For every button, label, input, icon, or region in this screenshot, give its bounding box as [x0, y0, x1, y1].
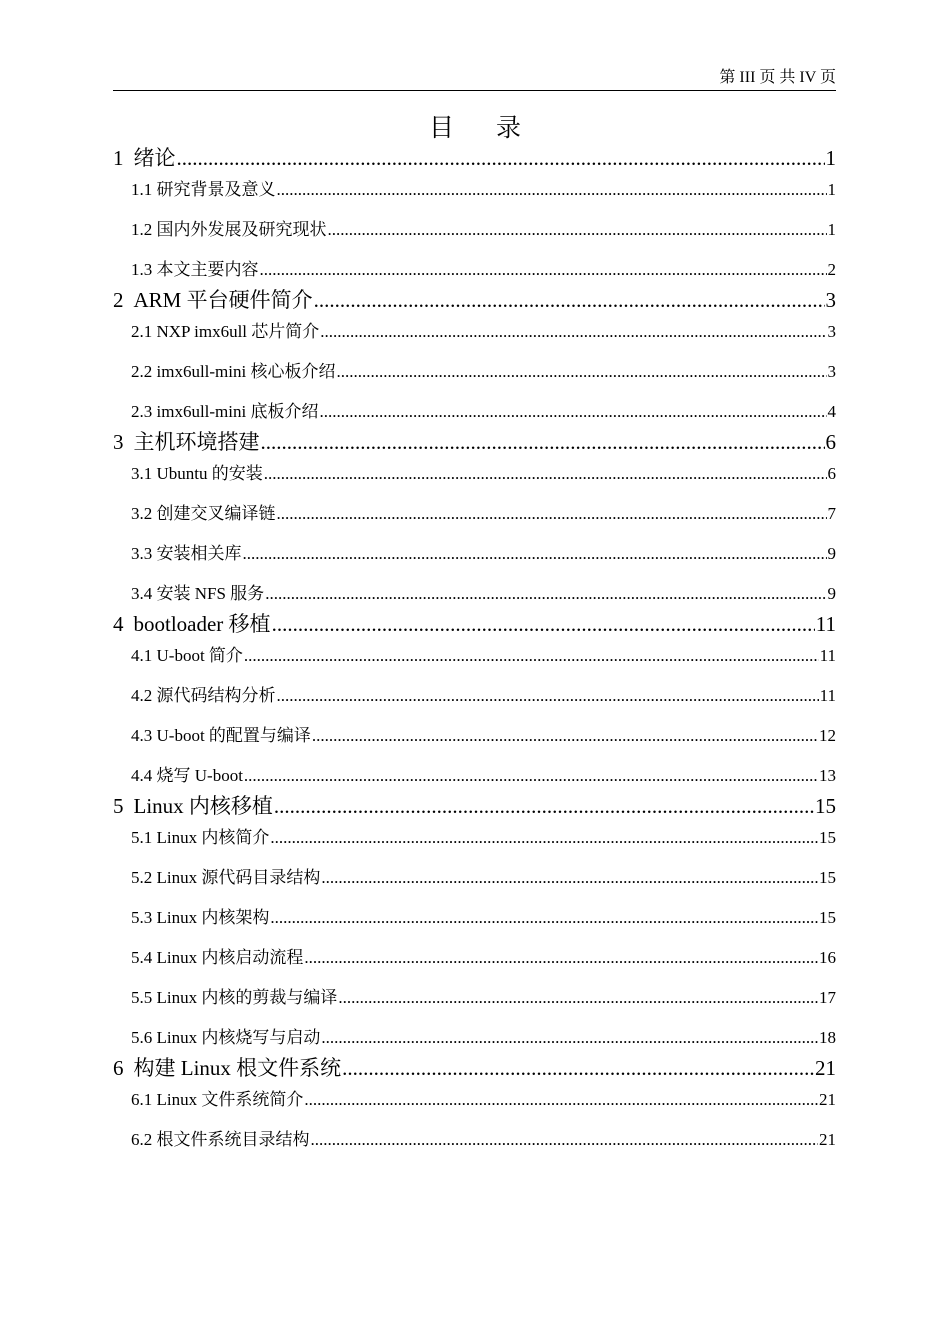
- section-title: 5.1 Linux 内核简介: [131, 828, 270, 847]
- toc-chapter-entry[interactable]: [113, 427, 836, 459]
- dot-leader: [319, 397, 826, 427]
- section-page-number: 1: [827, 220, 836, 239]
- chapter-number: 5: [113, 794, 124, 818]
- toc-section-entry[interactable]: [113, 175, 836, 215]
- chapter-number: 2: [113, 288, 124, 312]
- chapter-title: 构建 Linux 根文件系统: [133, 1056, 342, 1080]
- dot-leader: [277, 499, 827, 529]
- dot-leader: [244, 641, 819, 671]
- section-page-number: 6: [827, 464, 836, 483]
- section-title: 1.2 国内外发展及研究现状: [131, 220, 327, 239]
- chapter-title: 绪论: [133, 146, 176, 170]
- dot-leader: [321, 1023, 818, 1053]
- chapter-page-number: 21: [815, 1056, 836, 1080]
- chapter-title: bootloader 移植: [133, 612, 271, 636]
- toc-chapter-entry[interactable]: [113, 143, 836, 175]
- toc-section-entry[interactable]: [113, 943, 836, 983]
- section-page-number: 21: [819, 1090, 836, 1109]
- section-title: 3.1 Ubuntu 的安装: [131, 464, 263, 483]
- toc-title: [0, 113, 950, 145]
- chapter-title: ARM 平台硬件简介: [133, 288, 313, 312]
- dot-leader: [244, 761, 818, 791]
- toc-section-entry[interactable]: [113, 397, 836, 427]
- toc-section-entry[interactable]: [113, 459, 836, 499]
- chapter-label: [113, 427, 260, 457]
- dot-leader: [336, 357, 826, 387]
- section-page-number: 11: [819, 686, 836, 705]
- toc-section-entry[interactable]: [113, 721, 836, 761]
- section-page-number: 15: [819, 908, 836, 927]
- section-title: 5.4 Linux 内核启动流程: [131, 948, 304, 967]
- section-page-number: 4: [827, 402, 836, 421]
- toc-section-entry[interactable]: [113, 983, 836, 1023]
- section-page-number: 9: [827, 544, 836, 563]
- dot-leader: [177, 143, 825, 173]
- toc-section-entry[interactable]: [113, 863, 836, 903]
- dot-leader: [277, 175, 827, 205]
- chapter-page-number: 3: [825, 288, 836, 312]
- chapter-number: 3: [113, 430, 124, 454]
- toc-section-entry[interactable]: [113, 579, 836, 609]
- section-page-number: 2: [827, 260, 836, 279]
- toc-chapter-entry[interactable]: [113, 609, 836, 641]
- dot-leader: [265, 579, 826, 609]
- section-page-number: 13: [819, 766, 836, 785]
- section-title: 4.3 U-boot 的配置与编译: [131, 726, 311, 745]
- chapter-page-number: 11: [815, 612, 836, 636]
- chapter-number: 6: [113, 1056, 124, 1080]
- toc-section-entry[interactable]: [113, 1125, 836, 1155]
- section-page-number: 21: [819, 1130, 836, 1149]
- dot-leader: [320, 317, 826, 347]
- dot-leader: [261, 427, 825, 457]
- chapter-page-number: 6: [825, 430, 836, 454]
- section-page-number: 12: [819, 726, 836, 745]
- toc-title-left: 目: [428, 115, 454, 142]
- toc-section-entry[interactable]: [113, 641, 836, 681]
- section-title: 4.2 源代码结构分析: [131, 686, 276, 705]
- section-title: 5.2 Linux 源代码目录结构: [131, 868, 321, 887]
- section-page-number: 17: [819, 988, 836, 1007]
- section-page-number: 3: [827, 322, 836, 341]
- toc-chapter-entry[interactable]: [113, 791, 836, 823]
- toc-section-entry[interactable]: [113, 357, 836, 397]
- dot-leader: [328, 215, 827, 245]
- toc-section-entry[interactable]: [113, 317, 836, 357]
- dot-leader: [338, 983, 818, 1013]
- toc-section-entry[interactable]: [113, 903, 836, 943]
- dot-leader: [321, 863, 818, 893]
- dot-leader: [277, 681, 819, 711]
- chapter-label: [113, 285, 313, 315]
- section-title: 6.1 Linux 文件系统简介: [131, 1090, 304, 1109]
- toc-section-entry[interactable]: [113, 255, 836, 285]
- dot-leader: [304, 943, 818, 973]
- table-of-contents: [113, 143, 836, 1155]
- dot-leader: [342, 1053, 814, 1083]
- toc-chapter-entry[interactable]: [113, 285, 836, 317]
- section-title: 4.1 U-boot 简介: [131, 646, 243, 665]
- dot-leader: [272, 609, 815, 639]
- section-title: 3.4 安装 NFS 服务: [131, 584, 265, 603]
- toc-section-entry[interactable]: [113, 1085, 836, 1125]
- section-page-number: 16: [819, 948, 836, 967]
- toc-section-entry[interactable]: [113, 761, 836, 791]
- section-page-number: 3: [827, 362, 836, 381]
- toc-section-entry[interactable]: [113, 539, 836, 579]
- section-title: 6.2 根文件系统目录结构: [131, 1130, 310, 1149]
- dot-leader: [312, 721, 818, 751]
- chapter-title: Linux 内核移植: [133, 794, 273, 818]
- chapter-label: [113, 791, 273, 821]
- toc-section-entry[interactable]: [113, 499, 836, 539]
- chapter-page-number: 15: [815, 794, 836, 818]
- chapter-number: 1: [113, 146, 124, 170]
- dot-leader: [270, 823, 818, 853]
- dot-leader: [264, 459, 827, 489]
- toc-section-entry[interactable]: [113, 681, 836, 721]
- section-title: 2.3 imx6ull-mini 底板介绍: [131, 402, 319, 421]
- section-title: 5.5 Linux 内核的剪裁与编译: [131, 988, 338, 1007]
- toc-section-entry[interactable]: [113, 1023, 836, 1053]
- chapter-title: 主机环境搭建: [133, 430, 260, 454]
- section-title: 3.3 安装相关库: [131, 544, 242, 563]
- chapter-page-number: 1: [825, 146, 836, 170]
- section-page-number: 9: [827, 584, 836, 603]
- section-title: 1.3 本文主要内容: [131, 260, 259, 279]
- toc-section-entry[interactable]: [113, 823, 836, 863]
- section-title: 3.2 创建交叉编译链: [131, 504, 276, 523]
- page-number-info: 第 III 页 共 IV 页: [719, 69, 836, 86]
- dot-leader: [270, 903, 818, 933]
- section-title: 1.1 研究背景及意义: [131, 180, 276, 199]
- page-header: [113, 68, 836, 91]
- dot-leader: [304, 1085, 818, 1115]
- chapter-label: [113, 609, 271, 639]
- dot-leader: [243, 539, 827, 569]
- section-title: 2.2 imx6ull-mini 核心板介绍: [131, 362, 336, 381]
- section-title: 2.1 NXP imx6ull 芯片简介: [131, 322, 320, 341]
- section-page-number: 18: [819, 1028, 836, 1047]
- dot-leader: [314, 285, 825, 315]
- chapter-label: [113, 143, 176, 173]
- chapter-number: 4: [113, 612, 124, 636]
- toc-title-right: 录: [496, 115, 522, 142]
- chapter-label: [113, 1053, 341, 1083]
- toc-chapter-entry[interactable]: [113, 1053, 836, 1085]
- section-title: 5.3 Linux 内核架构: [131, 908, 270, 927]
- section-title: 5.6 Linux 内核烧写与启动: [131, 1028, 321, 1047]
- dot-leader: [311, 1125, 819, 1155]
- dot-leader: [260, 255, 827, 285]
- dot-leader: [274, 791, 814, 821]
- section-title: 4.4 烧写 U-boot: [131, 766, 243, 785]
- section-page-number: 11: [819, 646, 836, 665]
- section-page-number: 7: [827, 504, 836, 523]
- section-page-number: 15: [819, 828, 836, 847]
- toc-section-entry[interactable]: [113, 215, 836, 255]
- section-page-number: 15: [819, 868, 836, 887]
- section-page-number: 1: [827, 180, 836, 199]
